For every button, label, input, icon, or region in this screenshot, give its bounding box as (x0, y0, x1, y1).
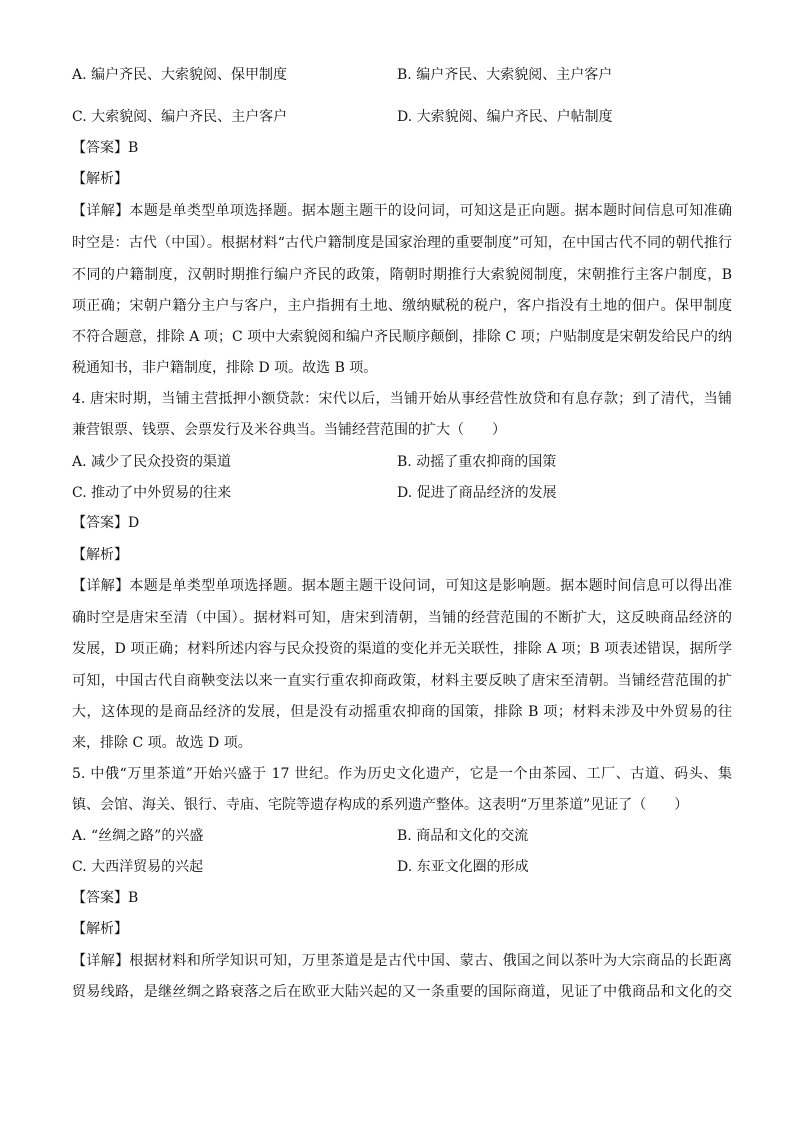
q3-option-a: A. 编户齐民、大索貌阅、保甲制度 (72, 67, 288, 83)
q5-answer: 【答案】B (72, 890, 139, 906)
q4-answer: 【答案】D (72, 515, 140, 531)
q4-analysis-label: 【解析】 (72, 547, 128, 563)
q3-detail-line: 不同的户籍制度，汉朝时期推行编户齐民的政策，隋朝时期推行大索貌阅制度，宋朝推行主客户制度，B (72, 267, 732, 283)
q5-option-a: A. “丝绸之路”的兴盛 (72, 828, 204, 844)
q4-stem-line: 4. 唐宋时期，当铺主营抵押小额贷款：宋代以后，当铺开始从事经营性放贷和有息存款；到了清代，当铺 (72, 391, 732, 407)
q4-detail-line: 来，排除 C 项。故选 D 项。 (72, 735, 252, 751)
q3-detail-line: 时空是：古代（中国）。根据材料“古代户籍制度是国家治理的重要制度”可知，在中国古代不同的朝代推行 (72, 235, 732, 251)
q3-option-c: C. 大索貌阅、编户齐民、主户客户 (72, 109, 288, 125)
q4-detail-line: 确时空是唐宋至清（中国）。据材料可知，唐宋到清朝，当铺的经营范围的不断扩大，这反映商品经济的 (72, 610, 732, 626)
q4-option-a: A. 减少了民众投资的渠道 (72, 454, 232, 470)
q5-stem-line: 5. 中俄“万里茶道”开始兴盛于 17 世纪。作为历史文化遗产，它是一个由茶园、工厂、古道、码头、集 (72, 766, 732, 782)
q5-detail-line: 【详解】根据材料和所学知识可知，万里茶道是是古代中国、蒙古、俄国之间以茶叶为大宗商品的长距离 (72, 953, 732, 969)
q3-analysis-label: 【解析】 (72, 171, 128, 187)
q4-option-d: D. 促进了商品经济的发展 (397, 485, 557, 501)
q3-detail-line: 不符合题意，排除 A 项；C 项中大索貌阅和编户齐民顺序颠倒，排除 C 项；户贴制度是宋朝发给民户的纳 (72, 329, 732, 345)
q5-analysis-label: 【解析】 (72, 921, 128, 937)
q5-option-c: C. 大西洋贸易的兴起 (72, 859, 204, 875)
q3-option-d: D. 大索貌阅、编户齐民、户帖制度 (397, 109, 613, 125)
q3-answer: 【答案】B (72, 140, 139, 156)
q3-detail-line: 【详解】本题是单类型单项选择题。据本题主题干的设问词，可知这是正向题。据本题时间信息可知准确 (72, 203, 732, 219)
q3-option-b: B. 编户齐民、大索貌阅、主户客户 (397, 67, 613, 83)
q4-option-b: B. 动摇了重农抑商的国策 (397, 454, 557, 470)
q3-detail-line: 税通知书，非户籍制度，排除 D 项。故选 B 项。 (72, 360, 378, 376)
q4-option-c: C. 推动了中外贸易的往来 (72, 485, 232, 501)
q3-detail-line: 项正确；宋朝户籍分主户与客户，主户指拥有土地、缴纳赋税的税户，客户指没有土地的佃户。保甲制度 (72, 298, 732, 314)
q5-detail-line: 贸易线路，是继丝绸之路衰落之后在欧亚大陆兴起的又一条重要的国际商道，见证了中俄商品和文化的交 (72, 984, 732, 1000)
q4-stem-line: 兼营银票、钱票、会票发行及米谷典当。当铺经营范围的扩大（ ） (72, 422, 506, 438)
q4-detail-line: 可知，中国古代自商鞅变法以来一直实行重农抑商政策，材料主要反映了唐宋至清朝。当铺经营范围的扩 (72, 673, 732, 689)
q5-stem-line: 镇、会馆、海关、银行、寺庙、宅院等遗存构成的系列遗产整体。这表明“万里茶道”见证了（ ） (72, 797, 689, 813)
q5-option-b: B. 商品和文化的交流 (397, 828, 529, 844)
q5-option-d: D. 东亚文化圈的形成 (397, 859, 529, 875)
q4-detail-line: 【详解】本题是单类型单项选择题。据本题主题干设问词，可知这是影响题。据本题时间信息可以得出准 (72, 578, 732, 594)
q4-detail-line: 发展，D 项正确；材料所述内容与民众投资的渠道的变化并无关联性，排除 A 项；B 项表述错误，据所学 (72, 641, 732, 657)
q4-detail-line: 大，这体现的是商品经济的发展，但是没有动摇重农抑商的国策，排除 B 项；材料未涉及中外贸易的往 (72, 704, 732, 720)
